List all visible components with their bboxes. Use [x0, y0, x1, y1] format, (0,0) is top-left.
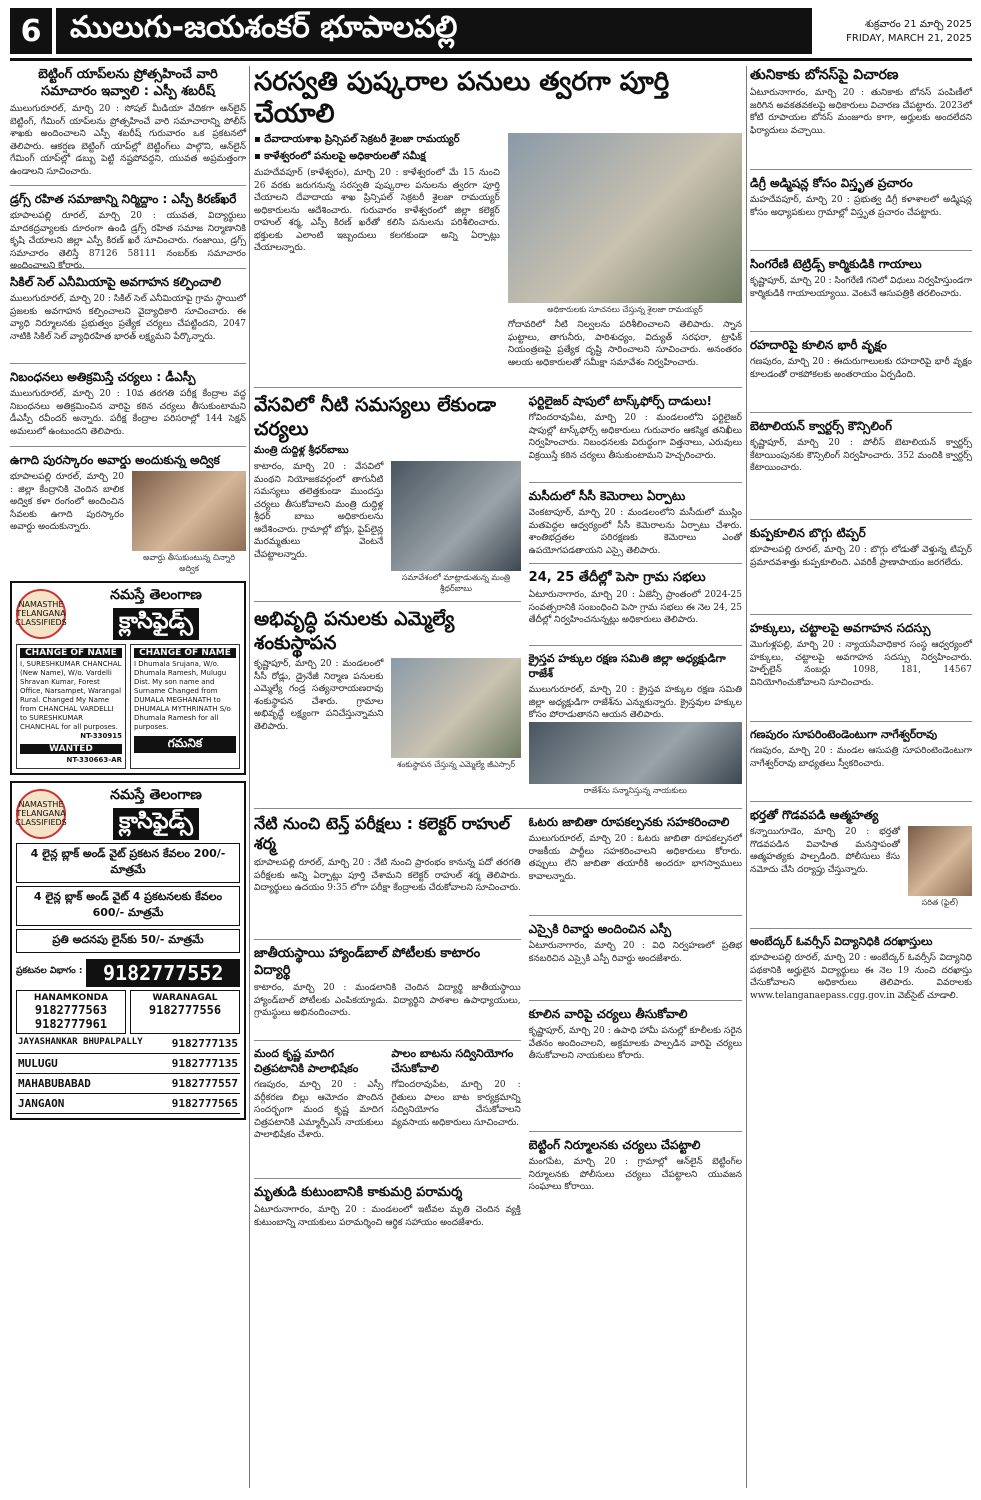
headline: నేటి నుంచి టెన్త్ పరీక్షలు : కలెక్టర్ రాహుల్ శర్మ: [254, 814, 511, 853]
story-body: ఏటూరునాగారం, మార్చి 20 : ఏజెన్సీ ప్రాంతంలో 2024-25 సంవత్సరానికి సంబంధించి పెసా గ్రామ సభలు ఈ నెల 24, 25 తేదీల్లో నిర్వహించనున్నట్లు అధికారులు తెలిపారు.: [528, 590, 742, 625]
headline: హక్కులు, చట్టాలపై అవగాహన సదస్సు: [750, 621, 931, 635]
classifieds-logo-icon: NAMASTHE TELANGANA CLASSIFIEDS: [16, 789, 66, 839]
story-fertilizer-raids: [529, 393, 742, 476]
headline: డిగ్రీ అడ్మిషన్ల కోసం విస్తృత ప్రచారం: [750, 176, 913, 190]
story-body: ఏటూరునాగారం, మార్చి 20 : విధి నిర్వహణలో ప్రతిభ కనబరిచిన ఎస్సైకి ఎస్పీ రివార్డు అందజేశారు.: [528, 941, 742, 964]
date-telugu: శుక్రవారం 21 మార్చి 2025: [865, 19, 972, 30]
lead-headline: సరస్వతి పుష్కరాల పనులు త్వరగా పూర్తి చేయాలి: [254, 67, 670, 129]
story-body: ములుగురూరల్, మార్చి 20 : 10వ తరగతి పరీక్ష కేంద్రాల వద్ద నిబంధనలు అతిక్రమించిన వారిపై కఠిన చర్యలు తీసుకుంటామని డీఎస్పీ రవీందర్ అన్నారు. పరీక్ష కేంద్రాల పరిసరాల్లో 144 సెక్షన్ అమలులో ఉంటుందని తెలిపారు.: [10, 389, 246, 437]
story-tunikaku-bonus: [750, 66, 972, 163]
classified-heading: CHANGE OF NAME: [20, 648, 122, 658]
photo-caption: సమావేశంలో మాట్లాడుతున్న మంత్రి శ్రీధర్‌బాబు: [401, 573, 511, 593]
date-english: FRIDAY, MARCH 21, 2025: [846, 33, 972, 44]
ad-district-line: [16, 1074, 240, 1094]
divider: [529, 1131, 742, 1132]
city-phone: 9182777563: [34, 1003, 108, 1017]
dateline: [812, 8, 972, 54]
story-body: కన్నాయిగూడెం, మార్చి 20 : భర్తతో గొడవపడిన వివాహిత మనస్తాపంతో ఆత్మహత్యకు పాల్పడింది. పోలీసులు కేసు నమోదు చేసి దర్యాప్తు చేస్తున్నారు.: [750, 827, 900, 875]
divider: [254, 808, 742, 809]
story-body: భూపాలపల్లి రూరల్, మార్చి 20 : నేటి నుంచి ప్రారంభం కానున్న పదో తరగతి పరీక్షలకు అన్ని ఏర్పాట్లు పూర్తి చేశామని కలెక్టర్ రాహుల్ శర్మ తెలిపారు. విద్యార్థులు ఉదయం 9:35 లోగా పరీక్షా కేంద్రాలకు చేరుకోవాలని సూచించారు.: [254, 858, 521, 893]
ad-offer-3: ప్రతి అదనపు లైన్‌కు 50/- మాత్రమే: [16, 929, 240, 953]
divider: [750, 928, 972, 929]
story-betting-apps: [10, 66, 246, 179]
ad-district-line: [16, 1094, 240, 1114]
headline: డ్రగ్స్ రహిత సమాజాన్ని నిర్మిద్దాం : ఎస్పీ కిరణ్‌ఖరే: [10, 192, 237, 206]
divider: [750, 519, 972, 520]
column-divider: [746, 66, 747, 1488]
ad-offer-2: 4 లైన్ల బ్లాక్ అండ్ వైట్ 4 ప్రకటనలకు కేవలం 600/- మాత్రమే: [16, 886, 240, 926]
divider: [750, 331, 972, 332]
headline: వేసవిలో నీటి సమస్యలు లేకుండా చర్యలు: [254, 394, 497, 440]
story-body: కాటారం, మార్చి 20 : వేసవిలో మంథని నియోజకవర్గంలో తాగునీటి సమస్యలు తలెత్తకుండా ముందస్తు చర్యలు తీసుకోవాలని మంత్రి దుద్దిళ్ల శ్రీధర్ బాబు అధికారులను ఆదేశించారు. గ్రామాల్లో బోర్లు, పైప్‌లైన్ల మరమ్మతులు వెంటనే చేపట్టాలన్నారు.: [254, 462, 384, 560]
page-title: ములుగు-జయశంకర్ భూపాలపల్లి: [56, 8, 812, 54]
story-body: ఏటూరునాగారం, మార్చి 20 : మండలంలో ఇటీవల మృతి చెందిన వ్యక్తి కుటుంబాన్ని నాయకులు పరామర్శించి ఆర్థిక సహాయం అందజేశారు.: [254, 1205, 521, 1228]
district-phone: 9182777557: [171, 1077, 238, 1090]
story-superintendent: [750, 727, 972, 795]
story-palam-bata: [391, 1046, 520, 1167]
photo-caption: సరిత (ఫైల్): [921, 898, 959, 907]
story-si-reward: [529, 921, 742, 994]
photo-caption: అధికారులకు సూచనలు చేస్తున్న శైలజా రామయ్యర్: [547, 305, 703, 314]
headline: బెటాలియన్ క్వార్టర్స్ కౌన్సిలింగ్: [750, 419, 892, 433]
story-betting-eradication: [529, 1137, 742, 1210]
story-degree-admissions: [750, 175, 972, 244]
story-mandakrishna: [254, 1046, 383, 1167]
story-body: భూపాలపల్లి రూరల్, మార్చి 20 : అంబేద్కర్ ఓవర్సీస్ విద్యానిధి పథకానికి అర్హులైన విద్యార్థులు ఈ నెల 19 నుంచి దరఖాస్తు చేసుకోవాలని అధికారులు తెలిపారు. వివరాలకు www.telanganaepass.cgg.gov.in వెబ్‌సైట్ చూడాలి.: [750, 953, 972, 1001]
city-name: HANAMKONDA: [33, 993, 109, 1003]
ad-main-phone: 9182777552: [86, 959, 240, 987]
story-drugs-free: [10, 191, 246, 271]
story-body: ములుగురూరల్, మార్చి 20 : సికిల్ సెల్ ఎనీమియాపై గ్రామ స్థాయిలో ప్రజలకు అవగాహన కల్పించాలని వైద్యాధికారి సూచించారు. ఈ వ్యాధి నిర్మూలనకు ప్రభుత్వం ప్రత్యేక చర్యలు చేపట్టిందని, 2047 నాటికి సికిల్ సెల్ వ్యాధిరహిత భారత్ లక్ష్యమని పేర్కొన్నారు.: [10, 294, 246, 342]
headline: కూలిన వారిపై చర్యలు తీసుకోవాలి: [528, 1007, 688, 1021]
ad-district-line: [16, 1054, 240, 1074]
minister-photo: [391, 461, 520, 571]
ad-city-warangal: [130, 990, 240, 1034]
masthead-rule: [10, 58, 972, 61]
story-body: వెంకటాపూర్, మార్చి 20 : మండలంలోని మసీదులో ముస్లిం మతపెద్దల ఆధ్వర్యంలో సీసీ కెమెరాలను ఏర్పాటు చేశారు. శాంతిభద్రతల పరిరక్షణకు కెమెరాలు ఎంతో ఉపయోగపడతాయని ఎస్సై తెలిపారు.: [528, 508, 742, 556]
divider: [10, 446, 246, 447]
masthead: [10, 8, 972, 54]
award-photo: [132, 471, 246, 551]
district-phone: 9182777565: [171, 1097, 238, 1110]
story-christian-rights: [529, 651, 742, 797]
district-name: MAHABUBABAD: [18, 1077, 91, 1090]
story-body: మహదేవపూర్, మార్చి 20 : ప్రభుత్వ డిగ్రీ కళాశాలలో అడ్మిషన్ల కోసం అధ్యాపకులు గ్రామాల్లో విస్తృత ప్రచారం చేపట్టారు.: [750, 195, 972, 218]
classified-change-of-name-2: [130, 644, 240, 769]
victim-photo: [908, 826, 972, 896]
story-body: కృష్ణాపూర్, మార్చి 20 : ఉపాధి హామీ పనుల్లో కూలీలకు సరైన వేతనం అందించాలని, అక్రమాలకు పాల్పడిన వారిపై చర్యలు తీసుకోవాలని నాయకులు కోరారు.: [528, 1026, 742, 1061]
story-pesa-sabhalu: [529, 569, 742, 639]
divider: [529, 482, 742, 483]
ad-offer-1: 4 లైన్ల బ్లాక్ అండ్ వైట్ ప్రకటన కేవలం 200/- మాత్రమే: [16, 843, 240, 883]
headline: రహదారిపై కూలిన భారీ వృక్షం: [750, 338, 887, 352]
story-body: భూపాలపల్లి రూరల్, మార్చి 20 : యువత, విద్యార్థులు మాదకద్రవ్యాలకు దూరంగా ఉండి డ్రగ్స్ రహిత సమాజ నిర్మాణానికి కృషి చేయాలని జిల్లా ఎస్పీ కిరణ్ ఖరే సూచించారు. గంజాయి, డ్రగ్స్ సమాచారం తెలిస్తే 87126 58111 నంబర్‌కు సమాచారం అందించాలని కోరారు.: [10, 211, 246, 271]
photo-caption: శంకుస్థాపన చేస్తున్న ఎమ్మెల్యే జీఎస్సార్: [396, 760, 516, 769]
story-coal-tipper: [750, 525, 972, 608]
divider: [529, 1000, 742, 1001]
classified-text: I, SURESHKUMAR CHANCHAL (New Name), W/o. Vardelli Shravan Kumar, Forest Office, Narsampet, Warangal Rural. Changed My Name from CHANCHAL VARDELLI to SURESHKUMAR CHANCHAL for all purposes.: [20, 660, 122, 731]
district-phone: 9182777135: [171, 1037, 238, 1050]
headline: క్రైస్తవ హక్కుల రక్షణ సమితి జిల్లా అధ్యక్షుడిగా రాజేశ్: [528, 652, 726, 680]
story-body: గణపురం, మార్చి 20 : ఈదురుగాలులకు రహదారిపై భారీ వృక్షం కూలడంతో రాకపోకలకు అంతరాయం ఏర్పడింది.: [750, 357, 972, 380]
lead-deck: ▪ కాళేశ్వరంలో పనులపై అధికారులతో సమీక్ష: [254, 151, 426, 162]
column-divider: [249, 66, 250, 1488]
foundation-photo: [391, 658, 520, 758]
ad-main-label: ప్రకటనల విభాగం :: [16, 965, 83, 976]
story-singareni-injury: [750, 256, 972, 325]
story-ugadi-award: [10, 452, 246, 575]
divider: [254, 1178, 521, 1179]
headline: మంద కృష్ణ మాదిగ చిత్రపటానికి పాలాభిషేకం: [254, 1047, 359, 1075]
headline: అంబేద్కర్ ఓవర్సీస్ విద్యానిధికి దరఖాస్తులు: [750, 935, 933, 948]
headline: సింగరేణి టెట్రిడ్స్ కార్మికుడికి గాయాలు: [750, 257, 922, 271]
district-name: MULUGU: [18, 1057, 58, 1070]
ad-city-hanamkonda: [16, 990, 126, 1034]
story-tree-fall: [750, 337, 972, 406]
story-body: ములుగురూరల్, మార్చి 20 : సోషల్ మీడియా వేదికగా ఆన్‌లైన్ బెట్టింగ్, గేమింగ్ యాప్‌లను ప్రోత్సహించే వారి సమాచారాన్ని పోలీస్ శాఖకు అందించాలని ఎస్పీ శబరీష్ గురువారం ఒక ప్రకటనలో తెలిపారు. ఆకర్షణ బెట్టింగ్ యాప్‌ల్లో బెట్టింగ్‌లు పాల్గొని, ఆన్‌లైన్ గేమింగ్ యాప్‌ల్లో డబ్బు పెట్టి నష్టపోవద్దని, యువత అప్రమత్తంగా ఉండాలని సూచించారు.: [10, 104, 246, 177]
column-main: [254, 66, 742, 1488]
story-overseas-vidyanidhi: [750, 934, 972, 1042]
story-body: మంగపేట, మార్చి 20 : గ్రామాల్లో ఆన్‌లైన్ బెట్టింగ్‌ల నిర్మూలనకు పోలీసులు చర్యలు చేపట్టాలని యువజన సంఘాలు కోరాయి.: [528, 1157, 742, 1192]
district-name: JAYASHANKAR BHUPALPALLY: [18, 1037, 143, 1047]
district-name: JANGAON: [18, 1097, 65, 1110]
rajesh-photo: [529, 722, 742, 784]
story-body: కృష్ణాపూర్, మార్చి 20 : సింగరేణి గనిలో విధులు నిర్వహిస్తుండగా కార్మికుడికి గాయాలయ్యాయి. వెంటనే ఆసుపత్రికి తరలించారు.: [750, 276, 972, 299]
divider: [750, 169, 972, 170]
story-body: కృష్ణాపూర్, మార్చి 20 : మండలంలో సీసీ రోడ్లు, డ్రైనేజీ నిర్మాణ పనులకు ఎమ్మెల్యే గండ్ర సత్యనారాయణరావు శంకుస్థాపన చేశారు. గ్రామాల అభివృద్ధే లక్ష్యంగా పనిచేస్తున్నామని తెలిపారు.: [254, 659, 384, 732]
lead-photo: [508, 133, 742, 303]
story-handball: [254, 945, 521, 1034]
story-lead-pushkaralu: [254, 66, 742, 381]
headline: ఉగాది పురస్కారం అవార్డు అందుకున్న అద్విక: [10, 453, 220, 467]
story-summer-water: [254, 393, 521, 595]
headline: పాలం బాటను సద్వినియోగం చేసుకోవాలి: [391, 1047, 514, 1075]
story-body: భూపాలపల్లి రూరల్, మార్చి 20 : బొగ్గు లోడుతో వెళ్తున్న టిప్పర్ ప్రమాదవశాత్తు కుప్పకూలింది. ఎవరికీ ప్రాణాపాయం జరగలేదు.: [750, 545, 972, 568]
classified-heading: CHANGE OF NAME: [134, 648, 236, 658]
headline: భర్తతో గొడవపడి ఆత్మహత్య: [750, 808, 879, 822]
classifieds-logo-icon: NAMASTHE TELANGANA CLASSIFIEDS: [16, 589, 66, 639]
divider: [750, 614, 972, 615]
photo-caption: అవార్డు తీసుకుంటున్న చిన్నారి అద్విక: [142, 553, 236, 573]
city-phone: 9182777556: [148, 1003, 222, 1017]
headline: ఓటరు జాబితా రూపకల్పనకు సహకరించాలి: [528, 815, 730, 829]
lead-deck: ▪ దేవాదాయశాఖ ప్రిన్సిపల్ సెక్రటరీ శైలజా రామయ్యర్: [254, 134, 460, 145]
story-body: గణపురం, మార్చి 20 : ఎస్సీ వర్గీకరణ బిల్లు ఆమోదం పొందిన సందర్భంగా మంద కృష్ణ మాదిగ చిత్రపటానికి ఎమ్మార్పీఎస్ నాయకులు పాలాభిషేకం చేశారు.: [254, 1080, 384, 1140]
headline: మృతుడి కుటుంబానికి కాకుమర్రి పరామర్శ: [254, 1185, 463, 1200]
story-body: మహదేవపూర్ (కాళేశ్వరం), మార్చి 20 : కాళేశ్వరంలో మే 15 నుంచి 26 వరకు జరుగనున్న సరస్వతి పుష్కరాల పనులను త్వరగా పూర్తి చేయాలని దేవాదాయ శాఖ ప్రిన్సిపల్ సెక్రటరీ శైలజా రామయ్యర్ అధికారులను ఆదేశించారు. గురువారం కాళేశ్వరంలో జిల్లా కలెక్టర్ రాహుల్ శర్మ, ఎస్పీ కిరణ్ ఖరేతో కలిసి పనులను పరిశీలించారు. భక్తులకు ఎలాంటి ఇబ్బందులు కలగకుండా అన్ని ఏర్పాట్లు చేయాలన్నారు.: [254, 168, 500, 253]
story-rules-dsp: [10, 369, 246, 440]
divider: [750, 801, 972, 802]
page-number: 6: [10, 8, 52, 54]
story-battalion-quarters: [750, 418, 972, 513]
story-body: భూపాలపల్లి రూరల్, మార్చి 20 : జిల్లా కేంద్రానికి చెందిన బాలిక అద్విక కళా రంగంలో అందించిన సేవలకు ఉగాది పురస్కారం అవార్డు అందుకున్నారు.: [10, 472, 124, 532]
divider: [254, 939, 521, 940]
headline: గణపురం సూపరింటెండెంటుగా నాగేశ్వర్‌రావు: [750, 728, 938, 741]
gamanika-heading: గమనిక: [134, 736, 236, 753]
classified-text: I Dhumala Srujana, W/o. Dhumala Ramesh, Mulugu Dist. My son name and Surname Changed from DUMALA MEGHANATH to DHUMALA MYTHRINATH S/o Dhumala Ramesh for all purposes.: [134, 660, 231, 731]
story-mla-foundation: [254, 607, 521, 778]
divider: [750, 412, 972, 413]
divider: [254, 1040, 521, 1041]
classifieds-ad-2: [10, 781, 246, 1120]
story-body: గణపురం, మార్చి 20 : మండల ఆసుపత్రి సూపరింటెండెంటుగా నాగేశ్వర్‌రావు బాధ్యతలు స్వీకరించారు.: [750, 746, 972, 769]
divider: [529, 645, 742, 646]
story-body: ఏటూరునాగారం, మార్చి 20 : తునికాకు బోనస్ పంపిణీలో జరిగిన అవకతవకలపై అధికారులు విచారణ చేపట్టారు. 2023లో కోటి రూపాయల బోనస్ మంజూరు కాగా, అర్హులకు అందలేదని ఫిర్యాదులు వచ్చాయి.: [750, 88, 972, 136]
ad-brand-small: నమస్తే తెలంగాణ: [110, 587, 202, 603]
story-tenth-exams: [254, 814, 521, 933]
headline: నిబంధనలు అతిక్రమిస్తే చర్యలు : డీఎస్పీ: [10, 370, 196, 384]
classifieds-ad-1: [10, 581, 246, 775]
divider: [529, 915, 742, 916]
headline: తునికాకు బోనస్‌పై విచారణ: [750, 67, 899, 83]
story-body: గోదావరిలో నీటి నిల్వలను పరిశీలించాలని తెలిపారు. స్నాన ఘట్టాలు, తాగునీరు, పారిశుధ్యం, విద్యుత్ సరఫరా, ట్రాఫిక్ నియంత్రణపై ప్రత్యేక దృష్టి సారించాలని సూచించారు. అనంతరం ఆలయ అధికారులతో సమీక్షా సమావేశం నిర్వహించారు.: [507, 320, 742, 368]
headline: కుప్పకూలిన బొగ్గు టిప్పర్: [750, 526, 866, 540]
divider: [10, 363, 246, 364]
headline: ఫర్టిలైజర్ షాపులో టాస్క్‌ఫోర్స్ దాడులు!: [528, 394, 712, 408]
headline: బెట్టింగ్ నిర్మూలనకు చర్యలు చేపట్టాలి: [528, 1138, 701, 1152]
district-phone: 9182777135: [171, 1057, 238, 1070]
divider: [10, 185, 246, 186]
divider: [529, 563, 742, 564]
story-body: కాటారం, మార్చి 20 : మండలానికి చెందిన విద్యార్థి జాతీయస్థాయి హ్యాండ్‌బాల్ పోటీలకు ఎంపికయ్యాడు. విద్యార్థిని పాఠశాల ఉపాధ్యాయులు, గ్రామస్థులు అభినందించారు.: [254, 983, 521, 1018]
city-name: WARANAGAL: [152, 993, 218, 1003]
story-body: ములుగురూరల్, మార్చి 20 : క్రైస్తవ హక్కుల రక్షణ సమితి జిల్లా అధ్యక్షుడిగా రాజేశ్‌ను ఎన్నుకున్నారు. క్రైస్తవుల హక్కుల కోసం పోరాడుతానని ఆయన తెలిపారు.: [528, 685, 742, 720]
story-labour-action: [529, 1006, 742, 1125]
ad-brand-big: క్లాసిఫైడ్స్: [113, 608, 199, 640]
headline: జాతీయస్థాయి హ్యాండ్‌బాల్ పోటీలకు కాటారం విద్యార్థి: [254, 946, 481, 978]
headline: ఎస్సైకి రివార్డు అందించిన ఎస్పీ: [528, 922, 672, 936]
story-body: ములుగురూరల్, మార్చి 20 : ఓటరు జాబితా రూపకల్పనలో రాజకీయ పార్టీలు సహకరించాలని అధికారులు కోరారు. తప్పులు లేని జాబితా తయారీకి అందరూ భాగస్వాములు కావాలన్నారు.: [528, 834, 742, 882]
story-body: మొగుళ్లపల్లి, మార్చి 20 : న్యాయసేవాధికార సంస్థ ఆధ్వర్యంలో హక్కులు, చట్టాలపై అవగాహన సదస్సు నిర్వహించారు. హెల్ప్‌లైన్ నంబర్లు 1098, 181, 14567 వినియోగించుకోవాలని సూచించారు.: [750, 640, 972, 688]
story-suicide: [750, 807, 972, 922]
headline: మసీదులో సీసీ కెమెరాలు ఏర్పాటు: [528, 489, 686, 503]
headline: 24, 25 తేదీల్లో పెసా గ్రామ సభలు: [528, 570, 706, 585]
divider: [254, 601, 521, 602]
ad-district-line: [16, 1034, 240, 1054]
story-body: గోవిందరావుపేట, మార్చి 20 : రైతులు పాలం బాట కార్యక్రమాన్ని సద్వినియోగం చేసుకోవాలని వ్యవసాయ అధికారులు సూచించారు.: [391, 1080, 521, 1128]
story-sickle-cell: [10, 274, 246, 357]
headline: అభివృద్ధి పనులకు ఎమ్మెల్యే శంకుస్థాపన: [254, 608, 455, 654]
story-deck: మంత్రి దుద్దిళ్ల శ్రీధర్‌బాబు: [254, 445, 349, 456]
story-voter-list: [529, 814, 742, 909]
classified-code: NT-330663-AR: [66, 756, 122, 764]
headline: సికిల్ సెల్ ఎనీమియాపై అవగాహన కల్పించాలి: [10, 275, 222, 289]
story-rights-awareness: [750, 620, 972, 715]
story-body: కృష్ణాపూర్, మార్చి 20 : పోలీస్ బెటాలియన్ క్వార్టర్స్ కేటాయింపునకు కౌన్సిలింగ్ నిర్వహించారు. 352 మందికి క్వార్టర్స్ కేటాయించారు.: [750, 438, 972, 473]
wanted-heading: WANTED: [20, 744, 122, 754]
divider: [750, 250, 972, 251]
story-condolence: [254, 1184, 521, 1256]
ad-brand-big: క్లాసిఫైడ్స్: [113, 808, 199, 840]
divider: [254, 387, 742, 388]
city-phone: 9182777961: [34, 1017, 108, 1031]
ad-brand-small: నమస్తే తెలంగాణ: [110, 787, 202, 803]
classified-code: NT-330915: [80, 732, 122, 740]
column-left: [10, 66, 246, 1488]
headline: బెట్టింగ్ యాప్‌లను ప్రోత్సహించే వారి సమాచారం ఇవ్వాలి : ఎస్పీ శబరీష్: [38, 67, 218, 99]
classified-change-of-name-1: [16, 644, 126, 769]
story-body: గోవిందరావుపేట, మార్చి 20 : మండలంలోని ఫర్టిలైజర్ షాపుల్లో టాస్క్‌ఫోర్స్ అధికారులు గురువారం ఆకస్మిక తనిఖీలు నిర్వహించారు. నిబంధనలకు విరుద్ధంగా విత్తనాలు, ఎరువులు విక్రయిస్తే కఠిన చర్యలు తీసుకుంటామని హెచ్చరించారు.: [528, 413, 742, 461]
column-right: [750, 66, 972, 1488]
divider: [750, 721, 972, 722]
story-mosque-cctv: [529, 488, 742, 557]
photo-caption: రాజేశ్‌ను సన్మానిస్తున్న నాయకులు: [583, 786, 687, 795]
